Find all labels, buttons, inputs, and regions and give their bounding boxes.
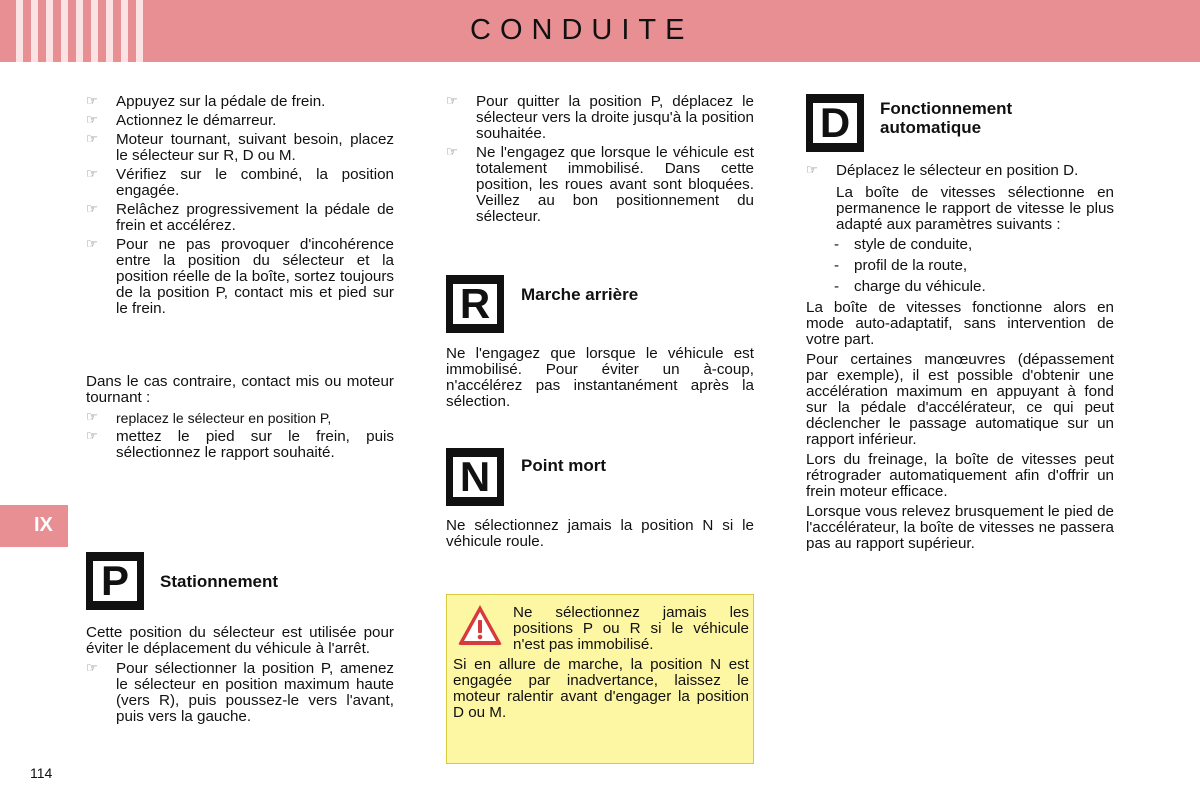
column-3 — [806, 163, 1114, 556]
list-item: ☞ mettez le pied sur le frein, puis sélectionnez le rapport souhaité. — [86, 428, 394, 461]
chapter-tab: IX — [0, 505, 68, 547]
pointing-hand-icon: ☞ — [86, 201, 98, 216]
list-item: ☞ Pour ne pas provoquer d'incohérence entre la position du sélecteur et la position réelle de la boîte, sortez toujours de la position P, contact mis et pied sur le frein. — [86, 236, 394, 317]
list-item: ☞ Appuyez sur la pédale de frein. — [86, 93, 326, 110]
pointing-hand-icon: ☞ — [86, 93, 98, 108]
gear-p-icon: P — [86, 552, 144, 610]
gear-d-icon: D — [806, 94, 864, 152]
section-title-marche-arriere: Marche arrière — [521, 285, 639, 304]
param-item: - profil de la route, — [834, 257, 968, 274]
pointing-hand-icon: ☞ — [446, 93, 458, 108]
list-item: ☞ Pour sélectionner la position P, amenez le sélecteur en position maximum haute (vers R), puis poussez-le vers l'avant, puis vers la gauche. — [86, 660, 394, 725]
section-title-point-mort: Point mort — [521, 456, 606, 475]
pointing-hand-icon: ☞ — [86, 236, 98, 251]
header-stripe — [61, 0, 68, 62]
section-title-stationnement: Stationnement — [160, 572, 279, 591]
column-2 — [446, 94, 754, 228]
warning-triangle-icon — [457, 603, 503, 647]
pointing-hand-icon: ☞ — [446, 144, 458, 159]
neutral-description: Ne sélectionnez jamais la position N si le véhicule roule. — [446, 517, 754, 550]
list-item: ☞ Relâchez progressivement la pédale de frein et accélérez. — [86, 201, 394, 234]
warning-text-2: Si en allure de marche, la position N est engagée par inadvertance, laissez le moteur ralentir avant d'engager la position D ou M. — [453, 656, 749, 721]
drive-detail: La boîte de vitesses sélectionne en permanence le rapport de vitesse le plus adapté aux paramètres suivants : — [836, 184, 1114, 233]
contrary-text: Dans le cas contraire, contact mis ou moteur tournant : — [86, 373, 394, 406]
header-stripe — [121, 0, 128, 62]
column-1 — [86, 94, 394, 320]
list-item: ☞ Vérifiez sur le combiné, la position engagée. — [86, 166, 394, 199]
header-bar — [0, 0, 1200, 62]
pointing-hand-icon: ☞ — [806, 162, 818, 177]
list-item: ☞ Moteur tournant, suivant besoin, placez le sélecteur sur R, D ou M. — [86, 131, 394, 164]
park-description: Cette position du sélecteur est utilisée pour éviter le déplacement du véhicule à l'arrêt. — [86, 624, 394, 657]
pointing-hand-icon: ☞ — [86, 660, 98, 675]
list-item: ☞ Ne l'engagez que lorsque le véhicule est totalement immobilisé. Dans cette position, les roues avant sont bloquées. Veillez au bon positionnement du sélecteur. — [446, 144, 754, 225]
paragraph: Lors du freinage, la boîte de vitesses peut rétrograder automatiquement afin d'offrir un frein moteur efficace. — [806, 451, 1114, 500]
list-item: ☞ Déplacez le sélecteur en position D. — [806, 162, 1079, 179]
paragraph: La boîte de vitesses fonctionne alors en mode auto-adaptatif, sans intervention de votre part. — [806, 299, 1114, 348]
neutral-section — [446, 518, 754, 554]
list-item: ☞ replacez le sélecteur en position P, — [86, 409, 332, 426]
warning-text-1: Ne sélectionnez jamais les positions P ou R si le véhicule n'est pas immobilisé. — [513, 604, 749, 653]
gear-n-icon: N — [446, 448, 504, 506]
park-section — [86, 625, 394, 728]
paragraph: Lorsque vous relevez brusquement le pied de l'accélérateur, la boîte de vitesses ne passera pas au rapport supérieur. — [806, 503, 1114, 552]
section-title-fonctionnement: Fonctionnement automatique — [880, 99, 1013, 137]
paragraph: Pour certaines manœuvres (dépassement par exemple), il est possible d'obtenir une accélération maximum en appuyant à fond sur la pédale d'accélérateur, ce qui peut déclencher le passage automatique sur un rapport inférieur. — [806, 351, 1114, 448]
header-stripe — [76, 0, 83, 62]
reverse-section — [446, 346, 754, 414]
pointing-hand-icon: ☞ — [86, 409, 98, 424]
pointing-hand-icon: ☞ — [86, 166, 98, 181]
warning-box — [446, 594, 754, 764]
header-stripe — [31, 0, 38, 62]
param-item: - charge du véhicule. — [834, 278, 986, 295]
pointing-hand-icon: ☞ — [86, 131, 98, 146]
list-item: ☞ Pour quitter la position P, déplacez le sélecteur vers la droite jusqu'à la position souhaitée. — [446, 93, 754, 142]
header-stripe — [106, 0, 113, 62]
header-stripe — [91, 0, 98, 62]
header-stripe — [136, 0, 143, 62]
gear-r-icon: R — [446, 275, 504, 333]
page-number: 114 — [30, 765, 53, 781]
param-item: - style de conduite, — [834, 236, 973, 253]
pointing-hand-icon: ☞ — [86, 112, 98, 127]
header-stripe — [16, 0, 23, 62]
page-title: CONDUITE — [470, 14, 694, 46]
pointing-hand-icon: ☞ — [86, 428, 98, 443]
list-item: ☞ Actionnez le démarreur. — [86, 112, 277, 129]
contrary-section — [86, 374, 394, 464]
reverse-description: Ne l'engagez que lorsque le véhicule est immobilisé. Pour éviter un à-coup, n'accélérez pas instantanément après la sélection. — [446, 345, 754, 410]
header-stripe — [46, 0, 53, 62]
